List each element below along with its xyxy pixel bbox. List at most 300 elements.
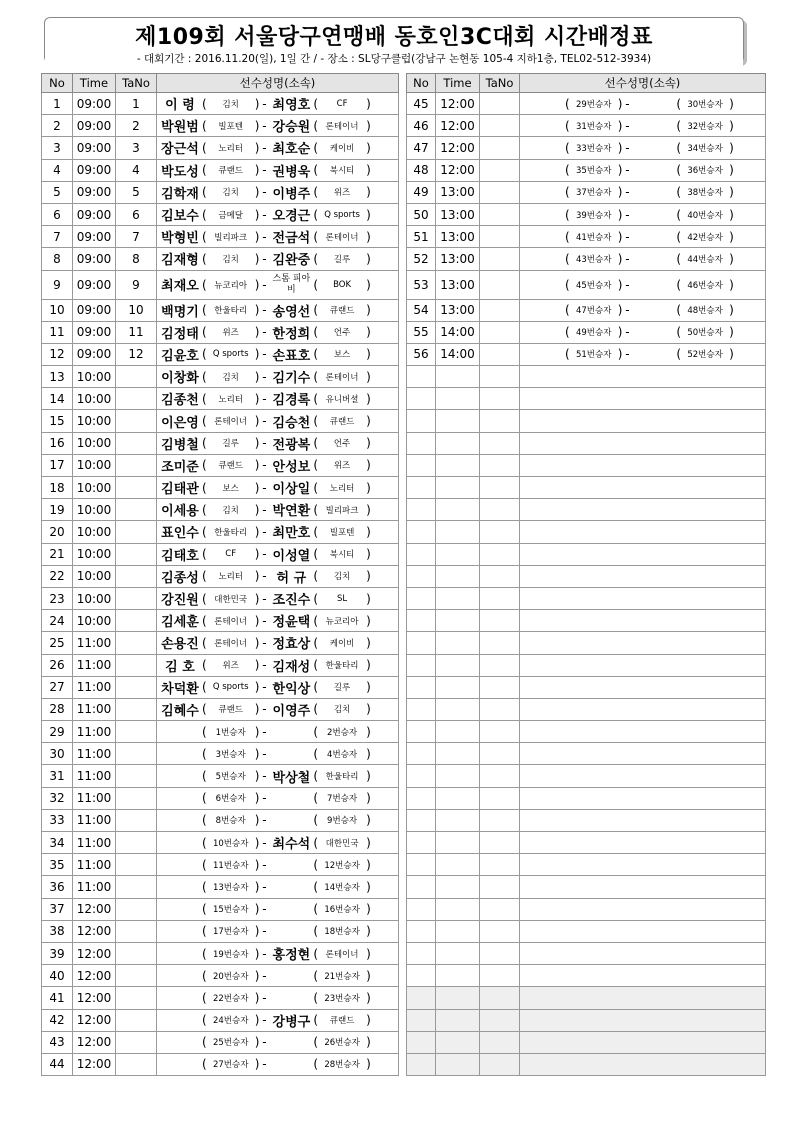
- match-no: 16: [42, 432, 73, 454]
- player-2-club: BOK: [333, 279, 352, 290]
- versus-dash: -: [262, 724, 267, 739]
- player-2-name: 스톰 피아비: [272, 273, 311, 295]
- paren: ): [617, 277, 623, 292]
- table-header-row: [407, 74, 766, 93]
- match-time: 09:00: [73, 93, 116, 115]
- paren: (: [313, 229, 319, 244]
- paren: (: [676, 325, 682, 340]
- player-1-club: 49번승자: [575, 328, 612, 339]
- empty-cell: [520, 743, 766, 765]
- match-time: 14:00: [436, 343, 480, 365]
- empty-cell: [407, 809, 436, 831]
- col-tano: TaNo: [480, 74, 520, 93]
- match-players: [520, 248, 766, 270]
- match-no: 47: [407, 137, 436, 159]
- table-row: [407, 159, 766, 181]
- player-1-club: 39번승자: [575, 210, 612, 221]
- empty-cell: [520, 1031, 766, 1053]
- player-pair: [520, 93, 765, 114]
- player-2-club: 보스: [333, 350, 351, 361]
- match-time: 10:00: [73, 521, 116, 543]
- player-2-club: 유니버셜: [325, 394, 359, 405]
- player-1-club: 25번승자: [212, 1038, 249, 1049]
- match-no: 52: [407, 248, 436, 270]
- table-no: [480, 203, 520, 225]
- paren: (: [202, 251, 207, 266]
- paren: ): [617, 96, 623, 111]
- paren: (: [313, 185, 319, 200]
- match-no: 40: [42, 965, 73, 987]
- player-pair: [157, 987, 398, 1008]
- versus-dash: -: [262, 414, 267, 429]
- match-no: 54: [407, 299, 436, 321]
- match-players: [157, 521, 399, 543]
- player-pair: [520, 204, 765, 225]
- paren: (: [202, 813, 207, 828]
- player-1-name: 김세훈: [161, 615, 199, 631]
- table-no: [116, 521, 157, 543]
- player-1-club: 27번승자: [212, 1060, 249, 1071]
- player-2-name: 이병주: [272, 186, 311, 202]
- player-pair: [157, 943, 398, 964]
- paren: ): [729, 118, 734, 133]
- versus-dash: -: [262, 277, 267, 292]
- player-pair: [520, 160, 765, 181]
- empty-cell: [436, 809, 480, 831]
- match-players: [157, 587, 399, 609]
- table-no: [116, 1031, 157, 1053]
- empty-row: [407, 499, 766, 521]
- paren: ): [254, 857, 260, 872]
- match-players: [157, 1053, 399, 1075]
- empty-cell: [407, 632, 436, 654]
- table-row: [42, 565, 399, 587]
- paren: (: [202, 968, 207, 983]
- player-pair: [157, 433, 398, 454]
- match-time: 11:00: [73, 698, 116, 720]
- empty-row: [407, 743, 766, 765]
- match-players: [157, 854, 399, 876]
- player-1-name: 이창화: [161, 371, 199, 387]
- player-2-name: 김승천: [272, 415, 311, 431]
- player-pair: [157, 521, 398, 542]
- paren: (: [202, 547, 207, 562]
- empty-row: [407, 1031, 766, 1053]
- match-no: 39: [42, 942, 73, 964]
- paren: ): [729, 140, 734, 155]
- table-row: [42, 809, 399, 831]
- empty-cell: [436, 987, 480, 1009]
- table-no: [480, 270, 520, 299]
- player-pair: [520, 226, 765, 247]
- paren: ): [617, 185, 623, 200]
- player-pair: [157, 160, 398, 181]
- match-time: 09:00: [73, 203, 116, 225]
- paren: ): [254, 414, 260, 429]
- match-no: 42: [42, 1009, 73, 1031]
- player-1-club: 김치: [222, 188, 239, 199]
- empty-cell: [520, 920, 766, 942]
- paren: (: [202, 96, 207, 111]
- paren: (: [565, 163, 570, 178]
- match-players: [157, 477, 399, 499]
- versus-dash: -: [625, 163, 630, 178]
- player-pair: [157, 271, 398, 299]
- player-1-club: 큐랜드: [218, 461, 243, 472]
- versus-dash: -: [625, 207, 630, 222]
- paren: (: [676, 347, 682, 362]
- match-time: 11:00: [73, 765, 116, 787]
- paren: ): [254, 140, 260, 155]
- empty-cell: [436, 610, 480, 632]
- match-no: 35: [42, 854, 73, 876]
- empty-cell: [520, 432, 766, 454]
- paren: ): [366, 591, 371, 606]
- match-time: 09:00: [73, 248, 116, 270]
- event-info: - 대회기간 : 2016.11.20(일), 1일 간 / - 장소 : SL당구클럽(강남구 논현동 105-4 지하1층, TEL02-512-3934): [45, 51, 743, 66]
- paren: (: [202, 835, 207, 850]
- player-2-club: 18번승자: [324, 927, 360, 938]
- empty-cell: [407, 587, 436, 609]
- player-2-club: 론테이너: [325, 232, 359, 243]
- match-time: 12:00: [436, 93, 480, 115]
- player-2-club: 16번승자: [324, 905, 360, 916]
- player-pair: [157, 300, 398, 321]
- right-body: [407, 93, 766, 1076]
- match-no: 51: [407, 226, 436, 248]
- empty-cell: [436, 632, 480, 654]
- versus-dash: -: [262, 436, 267, 451]
- table-no: [116, 610, 157, 632]
- match-time: 11:00: [73, 676, 116, 698]
- player-pair: [520, 300, 765, 321]
- match-players: [157, 299, 399, 321]
- paren: (: [676, 207, 682, 222]
- paren: ): [254, 229, 260, 244]
- match-time: 10:00: [73, 565, 116, 587]
- paren: (: [313, 946, 319, 961]
- paren: ): [366, 414, 371, 429]
- table-no: [480, 226, 520, 248]
- paren: ): [366, 746, 371, 761]
- player-2-name: 강병구: [272, 1014, 311, 1030]
- match-no: 43: [42, 1031, 73, 1053]
- empty-row: [407, 587, 766, 609]
- player-1-club: 큐랜드: [218, 705, 243, 716]
- paren: (: [313, 369, 319, 384]
- empty-cell: [520, 610, 766, 632]
- match-time: 10:00: [73, 454, 116, 476]
- empty-cell: [520, 832, 766, 854]
- match-no: 10: [42, 299, 73, 321]
- empty-cell: [436, 965, 480, 987]
- player-2-club: 언주: [333, 439, 351, 450]
- match-time: 11:00: [73, 721, 116, 743]
- paren: (: [313, 391, 319, 406]
- player-2-club: 위즈: [333, 188, 351, 199]
- empty-row: [407, 765, 766, 787]
- match-time: 11:00: [73, 809, 116, 831]
- match-time: 11:00: [73, 787, 116, 809]
- empty-cell: [436, 366, 480, 388]
- player-2-club: 30번승자: [687, 99, 723, 110]
- match-players: [520, 203, 766, 225]
- paren: (: [202, 502, 207, 517]
- versus-dash: -: [262, 791, 267, 806]
- versus-dash: -: [262, 118, 267, 133]
- table-row: [42, 410, 399, 432]
- paren: (: [202, 325, 207, 340]
- table-no: 8: [116, 248, 157, 270]
- match-time: 13:00: [436, 248, 480, 270]
- player-1-name: 백명기: [161, 304, 199, 320]
- versus-dash: -: [262, 968, 267, 983]
- player-pair: [157, 876, 398, 897]
- table-no: [116, 388, 157, 410]
- player-pair: [520, 322, 765, 343]
- table-row: [42, 521, 399, 543]
- player-2-club: 4번승자: [327, 749, 358, 760]
- table-row: [42, 343, 399, 365]
- match-no: 23: [42, 587, 73, 609]
- match-time: 13:00: [436, 299, 480, 321]
- match-players: [157, 787, 399, 809]
- paren: ): [366, 185, 371, 200]
- match-time: 12:00: [436, 159, 480, 181]
- empty-row: [407, 565, 766, 587]
- paren: (: [202, 946, 207, 961]
- table-row: [42, 1009, 399, 1031]
- paren: (: [313, 813, 319, 828]
- paren: (: [202, 524, 207, 539]
- versus-dash: -: [262, 303, 267, 318]
- paren: ): [254, 791, 260, 806]
- empty-cell: [480, 1053, 520, 1075]
- col-no: No: [407, 74, 436, 93]
- match-no: 56: [407, 343, 436, 365]
- paren: ): [254, 658, 260, 673]
- versus-dash: -: [262, 813, 267, 828]
- table-no: [116, 965, 157, 987]
- match-players: [520, 299, 766, 321]
- player-1-club: 보스: [222, 483, 239, 494]
- table-row: [42, 898, 399, 920]
- match-time: 12:00: [436, 115, 480, 137]
- player-1-name: 표인수: [161, 526, 199, 542]
- player-1-name: 김병철: [161, 437, 199, 453]
- match-players: [157, 248, 399, 270]
- table-no: [116, 942, 157, 964]
- player-1-name: 손용진: [161, 637, 199, 653]
- empty-cell: [407, 832, 436, 854]
- paren: (: [202, 229, 207, 244]
- empty-row: [407, 942, 766, 964]
- player-1-club: 론테이너: [214, 638, 248, 649]
- paren: ): [254, 96, 260, 111]
- table-no: 5: [116, 181, 157, 203]
- table-no: 7: [116, 226, 157, 248]
- match-players: [520, 270, 766, 299]
- empty-cell: [480, 388, 520, 410]
- player-1-name: 김 호: [165, 659, 195, 675]
- empty-cell: [436, 477, 480, 499]
- paren: ): [254, 1035, 260, 1050]
- player-2-name: 이성열: [272, 548, 311, 564]
- paren: (: [202, 140, 207, 155]
- table-row: [42, 454, 399, 476]
- player-2-name: 정윤택: [272, 615, 311, 631]
- paren: (: [676, 185, 682, 200]
- left-body: [42, 93, 399, 1076]
- table-row: [42, 477, 399, 499]
- match-players: [157, 632, 399, 654]
- paren: (: [202, 879, 207, 894]
- title-box: [44, 17, 744, 63]
- match-no: 30: [42, 743, 73, 765]
- empty-cell: [520, 565, 766, 587]
- empty-cell: [436, 454, 480, 476]
- player-2-club: 2번승자: [327, 727, 358, 738]
- player-2-club: 48번승자: [687, 306, 723, 317]
- paren: ): [366, 251, 371, 266]
- empty-cell: [520, 942, 766, 964]
- player-pair: [157, 344, 398, 365]
- player-1-name: 박도성: [161, 164, 199, 180]
- player-pair: [157, 788, 398, 809]
- player-2-club: 50번승자: [687, 328, 723, 339]
- empty-cell: [407, 721, 436, 743]
- empty-cell: [407, 1053, 436, 1075]
- paren: ): [617, 325, 623, 340]
- match-players: [157, 987, 399, 1009]
- empty-cell: [436, 698, 480, 720]
- player-2-club: 52번승자: [687, 350, 723, 361]
- player-1-club: 37번승자: [575, 188, 612, 199]
- player-2-club: SL: [336, 593, 348, 604]
- player-pair: [157, 1010, 398, 1031]
- table-no: [116, 743, 157, 765]
- match-no: 17: [42, 454, 73, 476]
- match-no: 48: [407, 159, 436, 181]
- paren: ): [254, 635, 260, 650]
- empty-cell: [520, 965, 766, 987]
- empty-cell: [520, 632, 766, 654]
- table-no: [480, 299, 520, 321]
- match-players: [157, 832, 399, 854]
- match-no: 3: [42, 137, 73, 159]
- table-no: 4: [116, 159, 157, 181]
- player-2-name: 최만호: [272, 526, 311, 542]
- empty-cell: [480, 942, 520, 964]
- paren: (: [565, 347, 570, 362]
- match-no: 13: [42, 366, 73, 388]
- empty-cell: [520, 366, 766, 388]
- match-no: 31: [42, 765, 73, 787]
- match-time: 12:00: [73, 1053, 116, 1075]
- empty-cell: [480, 565, 520, 587]
- paren: ): [254, 724, 260, 739]
- paren: ): [617, 251, 623, 266]
- table-row: [42, 1031, 399, 1053]
- empty-cell: [407, 942, 436, 964]
- player-1-club: 17번승자: [212, 927, 249, 938]
- table-row: [407, 93, 766, 115]
- paren: (: [202, 569, 207, 584]
- empty-cell: [436, 499, 480, 521]
- match-no: 46: [407, 115, 436, 137]
- table-row: [42, 832, 399, 854]
- page-title: 제109회 서울당구연맹배 동호인3C대회 시간배정표: [135, 25, 653, 50]
- versus-dash: -: [262, 369, 267, 384]
- table-row: [407, 270, 766, 299]
- match-players: [157, 454, 399, 476]
- player-pair: [157, 248, 398, 269]
- paren: ): [366, 325, 371, 340]
- player-2-club: 북시티: [329, 166, 355, 177]
- empty-row: [407, 610, 766, 632]
- empty-cell: [520, 654, 766, 676]
- match-time: 12:00: [436, 137, 480, 159]
- match-time: 12:00: [73, 965, 116, 987]
- table-row: [42, 226, 399, 248]
- paren: (: [565, 118, 570, 133]
- paren: ): [729, 185, 734, 200]
- table-row: [42, 321, 399, 343]
- paren: ): [254, 524, 260, 539]
- player-1-club: 20번승자: [212, 971, 249, 982]
- player-1-club: 김치: [222, 505, 239, 516]
- paren: (: [202, 857, 207, 872]
- empty-cell: [480, 676, 520, 698]
- match-time: 14:00: [436, 321, 480, 343]
- empty-row: [407, 898, 766, 920]
- table-no: [116, 854, 157, 876]
- paren: (: [313, 96, 319, 111]
- paren: ): [366, 118, 371, 133]
- paren: ): [366, 968, 371, 983]
- empty-cell: [407, 876, 436, 898]
- paren: (: [202, 303, 207, 318]
- paren: ): [366, 813, 371, 828]
- match-time: 10:00: [73, 587, 116, 609]
- empty-row: [407, 787, 766, 809]
- player-2-club: 12번승자: [324, 860, 360, 871]
- player-2-club: 28번승자: [324, 1060, 360, 1071]
- versus-dash: -: [262, 391, 267, 406]
- paren: (: [313, 746, 319, 761]
- match-players: [157, 181, 399, 203]
- schedule-table-right: [406, 73, 766, 1076]
- player-1-club: CF: [225, 549, 237, 560]
- paren: ): [366, 480, 371, 495]
- paren: (: [565, 185, 570, 200]
- match-players: [520, 181, 766, 203]
- player-1-club: 1번승자: [215, 727, 246, 738]
- paren: ): [254, 924, 260, 939]
- paren: (: [565, 303, 570, 318]
- table-no: [480, 115, 520, 137]
- match-time: 09:00: [73, 226, 116, 248]
- empty-cell: [480, 743, 520, 765]
- empty-cell: [407, 987, 436, 1009]
- match-no: 49: [407, 181, 436, 203]
- match-players: [157, 366, 399, 388]
- match-time: 13:00: [436, 270, 480, 299]
- table-row: [42, 543, 399, 565]
- player-pair: [157, 721, 398, 742]
- player-2-name: 최영호: [272, 98, 311, 114]
- match-time: 09:00: [73, 181, 116, 203]
